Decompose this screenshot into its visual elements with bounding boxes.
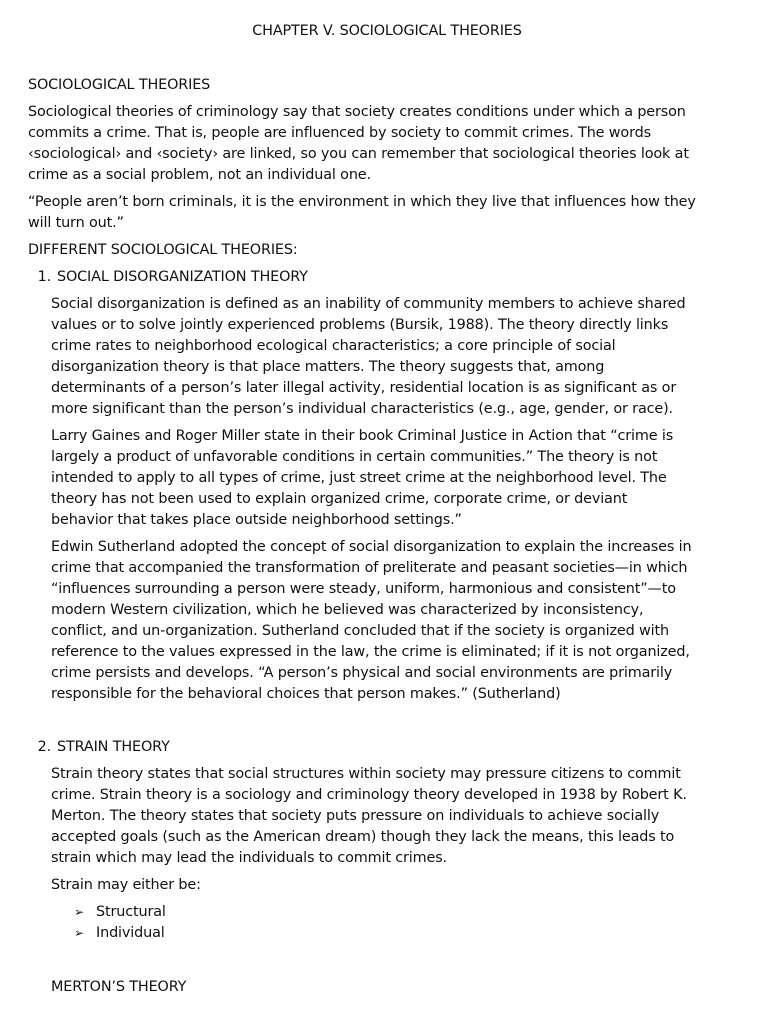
text-line: intended to apply to all types of crime, just street crime at the neighborhood level. The	[51, 470, 667, 486]
section-1-title: SOCIAL DISORGANIZATION THEORY	[57, 269, 308, 285]
text-line: crime. Strain theory is a sociology and criminology theory developed in 1938 by Robert K.	[51, 787, 687, 803]
text-line: Larry Gaines and Roger Miller state in their book Criminal Justice in Action that “crime is	[51, 428, 674, 444]
text-line: largely a product of unfavorable conditions in certain communities.” The theory is not	[51, 449, 658, 465]
section-1-paragraph-2	[51, 426, 673, 531]
text-line: conflict, and un-organization. Sutherland concluded that if the society is organized with	[51, 623, 669, 639]
bullet-list	[74, 902, 166, 944]
text-line: Edwin Sutherland adopted the concept of social disorganization to explain the increases in	[51, 539, 692, 555]
text-line: “People aren’t born criminals, it is the environment in which they live that influences how they	[28, 194, 696, 210]
arrow-bullet-icon: ➢	[74, 926, 84, 940]
text-line: Sociological theories of criminology say that society creates conditions under which a person	[28, 104, 686, 120]
text-line: “influences surrounding a person were steady, uniform, harmonious and consistent”—to	[51, 581, 676, 597]
text-line: more significant than the person’s individual characteristics (e.g., age, gender, or race).	[51, 401, 673, 417]
text-line: disorganization theory is that place matters. The theory suggests that, among	[51, 359, 605, 375]
text-line: Merton. The theory states that society puts pressure on individuals to achieve socially	[51, 808, 660, 824]
different-theories-heading: DIFFERENT SOCIOLOGICAL THEORIES:	[28, 242, 298, 258]
text-line: strain which may lead the individuals to commit crimes.	[51, 850, 447, 866]
text-line: theory has not been used to explain organized crime, corporate crime, or deviant	[51, 491, 628, 507]
text-line: values or to solve jointly experienced problems (Bursik, 1988). The theory directly links	[51, 317, 669, 333]
text-line: crime that accompanied the transformation of preliterate and peasant societies—in which	[51, 560, 688, 576]
intro-paragraph	[28, 102, 689, 186]
list-item	[74, 902, 166, 923]
text-line: crime as a social problem, not an individual one.	[28, 167, 371, 183]
text-line: behavior that takes place outside neighborhood settings.”	[51, 512, 462, 528]
bullet-text: Structural	[96, 904, 166, 920]
merton-heading: MERTON’S THEORY	[51, 979, 187, 995]
text-line: crime rates to neighborhood ecological characteristics; a core principle of social	[51, 338, 616, 354]
section-1-heading	[29, 267, 308, 288]
text-line: commits a crime. That is, people are influenced by society to commit crimes. The words	[28, 125, 651, 141]
section-2-heading	[29, 737, 170, 758]
chapter-title: CHAPTER V. SOCIOLOGICAL THEORIES	[252, 23, 522, 39]
arrow-bullet-icon: ➢	[74, 905, 84, 919]
text-line: responsible for the behavioral choices that person makes.” (Sutherland)	[51, 686, 561, 702]
list-number: 2.	[37, 739, 51, 755]
section-2-title: STRAIN THEORY	[57, 739, 170, 755]
section-1-paragraph-1	[51, 294, 685, 420]
quote-paragraph	[28, 192, 696, 234]
text-line: accepted goals (such as the American dream) though they lack the means, this leads to	[51, 829, 675, 845]
section-2-paragraph-1	[51, 764, 687, 869]
strain-types-intro: Strain may either be:	[51, 877, 201, 893]
text-line: Strain theory states that social structures within society may pressure citizens to commit	[51, 766, 681, 782]
text-line: crime persists and develops. “A person’s physical and social environments are primarily	[51, 665, 673, 681]
list-item	[74, 923, 166, 944]
text-line: Social disorganization is defined as an inability of community members to achieve shared	[51, 296, 686, 312]
bullet-text: Individual	[96, 925, 165, 941]
section-1-paragraph-3	[51, 537, 691, 705]
text-line: will turn out.”	[28, 215, 124, 231]
text-line: determinants of a person’s later illegal activity, residential location is as significant as or	[51, 380, 677, 396]
list-number: 1.	[37, 269, 51, 285]
text-line: modern Western civilization, which he believed was characterized by inconsistency,	[51, 602, 644, 618]
text-line: reference to the values expressed in the law, the crime is eliminated; if it is not organized,	[51, 644, 690, 660]
section-heading: SOCIOLOGICAL THEORIES	[28, 77, 211, 93]
text-line: ‹sociological› and ‹society› are linked, so you can remember that sociological theories look at	[28, 146, 689, 162]
